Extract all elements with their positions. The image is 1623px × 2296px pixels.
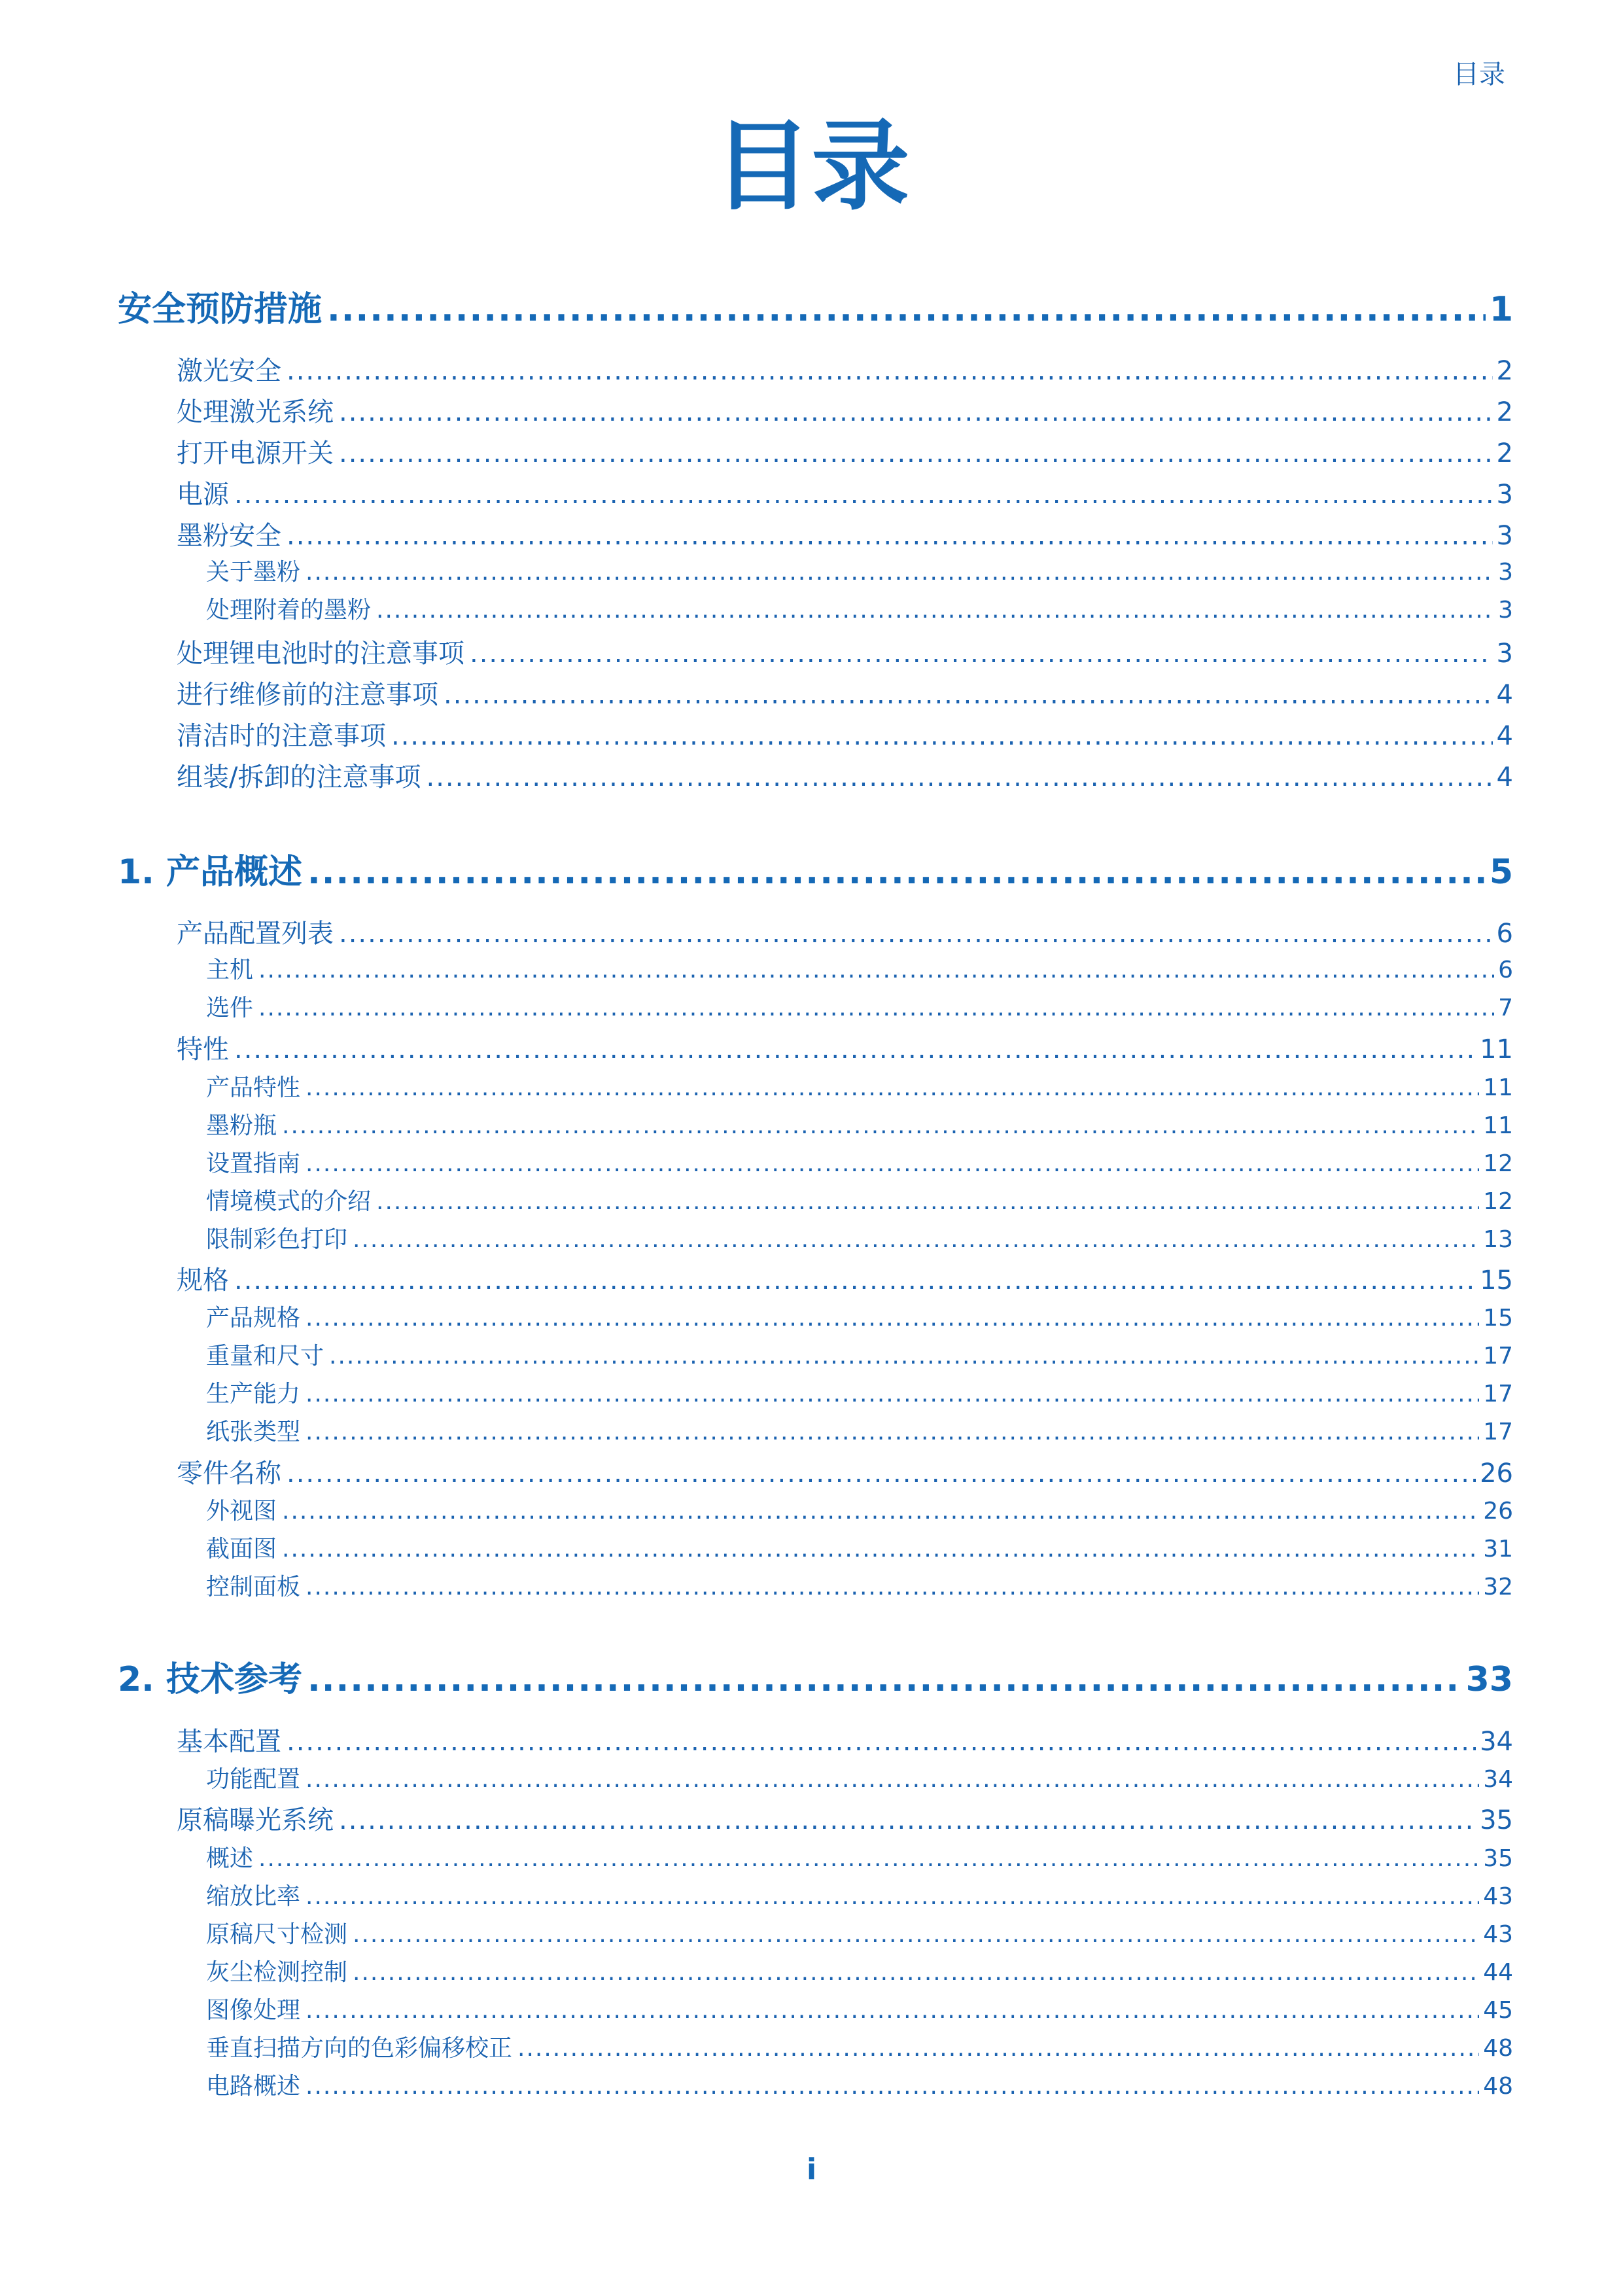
toc-entry[interactable] [206, 1761, 1513, 1794]
toc-entry-label: 主机 [206, 957, 254, 983]
page-title: 目录 [713, 110, 910, 224]
toc-entry-label: 原稿曝光系统 [177, 1805, 334, 1835]
toc-entry-label: 1. 产品概述 [118, 853, 303, 892]
toc-entry[interactable] [206, 1568, 1513, 1602]
dot-leader [305, 1883, 1479, 1910]
toc-entry-label: 电路概述 [206, 2073, 301, 2100]
toc-entry[interactable] [206, 1492, 1513, 1526]
toc-entry-label: 激光安全 [177, 356, 281, 386]
dot-leader [391, 721, 1493, 751]
toc-entry-page: 13 [1483, 1226, 1513, 1253]
dot-leader [287, 1727, 1476, 1757]
toc-entry-label: 基本配置 [177, 1727, 281, 1757]
toc-entry-page: 3 [1498, 597, 1513, 624]
toc-entry-label: 处理激光系统 [177, 397, 334, 427]
dot-leader [287, 1458, 1476, 1489]
dot-leader [353, 1921, 1479, 1948]
toc-entry-page: 12 [1483, 1150, 1513, 1177]
toc-entry[interactable] [206, 1840, 1513, 1873]
toc-entry-label: 产品规格 [206, 1305, 301, 1332]
toc-entry[interactable] [206, 1413, 1513, 1447]
toc-entry-page: 1 [1489, 290, 1513, 329]
toc-entry-page: 31 [1483, 1536, 1513, 1563]
toc-entry[interactable] [206, 1337, 1513, 1371]
dot-leader [307, 853, 1486, 892]
toc-entry-label: 处理锂电池时的注意事项 [177, 639, 464, 669]
toc-entry-page: 11 [1483, 1112, 1513, 1139]
dot-leader [282, 1536, 1479, 1563]
toc-entry[interactable] [206, 951, 1513, 985]
dot-leader [339, 1805, 1476, 1835]
dot-leader [307, 1660, 1462, 1699]
toc-entry-label: 进行维修前的注意事项 [177, 680, 438, 710]
page-number: i [806, 2153, 817, 2186]
toc-entry-label: 2. 技术参考 [118, 1660, 303, 1699]
dot-leader [305, 559, 1494, 586]
toc-entry-label: 生产能力 [206, 1381, 301, 1407]
toc-entry-label: 功能配置 [206, 1766, 301, 1793]
toc-entry[interactable] [177, 350, 1513, 387]
toc-entry[interactable] [177, 756, 1513, 794]
toc-entry-label: 打开电源开关 [177, 438, 334, 468]
toc-entry-label: 产品特性 [206, 1074, 301, 1101]
toc-entry-label: 截面图 [206, 1536, 277, 1563]
toc-entry[interactable] [118, 281, 1513, 330]
toc-entry[interactable] [206, 1069, 1513, 1103]
toc-entry-page: 26 [1483, 1498, 1513, 1525]
dot-leader [234, 480, 1493, 510]
dot-leader [305, 1574, 1479, 1600]
toc-entry-label: 灰尘检测控制 [206, 1959, 348, 1986]
dot-leader [234, 1265, 1476, 1296]
toc-entry-label: 电源 [177, 480, 229, 510]
toc-entry-label: 清洁时的注意事项 [177, 721, 386, 751]
toc-entry-label: 外视图 [206, 1498, 277, 1525]
dot-leader [287, 356, 1493, 386]
toc-entry[interactable] [177, 1260, 1513, 1297]
toc-entry[interactable] [177, 515, 1513, 552]
dot-leader [282, 1112, 1479, 1139]
toc-entry-page: 33 [1465, 1660, 1513, 1699]
dot-leader [258, 995, 1494, 1021]
toc-entry[interactable] [206, 1183, 1513, 1216]
toc-entry-page: 11 [1480, 1034, 1513, 1065]
toc-entry-page: 6 [1496, 919, 1513, 949]
dot-leader [305, 1997, 1479, 2024]
toc-entry[interactable] [206, 1299, 1513, 1333]
dot-leader [305, 1766, 1479, 1793]
toc-entry-page: 17 [1483, 1419, 1513, 1445]
dot-leader [305, 1419, 1479, 1445]
toc-entry-label: 规格 [177, 1265, 229, 1296]
toc-entry[interactable] [118, 844, 1513, 893]
toc-entry[interactable] [206, 1954, 1513, 1987]
toc-entry-page: 4 [1496, 680, 1513, 710]
running-header: 目录 [1453, 60, 1505, 90]
toc-entry-page: 48 [1483, 2035, 1513, 2062]
toc-entry[interactable] [177, 715, 1513, 752]
toc-entry-page: 32 [1483, 1574, 1513, 1600]
toc-entry[interactable] [177, 1453, 1513, 1490]
toc-entry-page: 4 [1496, 762, 1513, 792]
dot-leader [305, 1305, 1479, 1332]
toc-entry[interactable] [177, 474, 1513, 511]
toc-entry[interactable] [206, 554, 1513, 587]
toc-entry[interactable] [206, 2030, 1513, 2063]
dot-leader [234, 1034, 1476, 1065]
toc-entry-label: 限制彩色打印 [206, 1226, 348, 1253]
toc-entry-label: 关于墨粉 [206, 559, 301, 586]
toc-entry-page: 3 [1498, 559, 1513, 586]
toc-entry-page: 11 [1483, 1074, 1513, 1101]
toc-entry[interactable] [177, 674, 1513, 711]
toc-entry-page: 5 [1489, 853, 1513, 892]
toc-entry-label: 纸张类型 [206, 1419, 301, 1445]
toc-entry-page: 6 [1498, 957, 1513, 983]
toc-entry-label: 缩放比率 [206, 1883, 301, 1910]
dot-leader [353, 1226, 1479, 1253]
toc-entry[interactable] [206, 592, 1513, 625]
dot-leader [305, 1381, 1479, 1407]
toc-entry-label: 处理附着的墨粉 [206, 597, 372, 624]
toc-entry-label: 垂直扫描方向的色彩偏移校正 [206, 2035, 513, 2062]
toc-entry-label: 墨粉瓶 [206, 1112, 277, 1139]
toc-entry-page: 34 [1483, 1766, 1513, 1793]
dot-leader [305, 1150, 1479, 1177]
dot-leader [287, 521, 1493, 551]
dot-leader [339, 919, 1493, 949]
dot-leader [353, 1959, 1479, 1986]
toc-entry-label: 墨粉安全 [177, 521, 281, 551]
dot-leader [376, 1188, 1479, 1215]
toc-entry[interactable] [177, 1029, 1513, 1066]
toc-entry-page: 17 [1483, 1381, 1513, 1407]
toc-entry-page: 17 [1483, 1343, 1513, 1369]
toc-entry-page: 3 [1496, 639, 1513, 669]
dot-leader [376, 597, 1494, 624]
toc-entry-page: 2 [1496, 356, 1513, 386]
dot-leader [444, 680, 1493, 710]
toc-entry-page: 26 [1480, 1458, 1513, 1489]
toc-entry-page: 48 [1483, 2073, 1513, 2100]
toc-entry[interactable] [206, 1878, 1513, 1911]
dot-leader [339, 438, 1493, 468]
toc-entry[interactable] [206, 1992, 1513, 2025]
toc-entry-label: 概述 [206, 1845, 254, 1872]
toc-entry-page: 15 [1483, 1305, 1513, 1332]
toc-entry[interactable] [206, 1107, 1513, 1140]
toc-entry-label: 零件名称 [177, 1458, 281, 1489]
toc-entry-page: 2 [1496, 397, 1513, 427]
toc-entry-page: 12 [1483, 1188, 1513, 1215]
toc-entry-page: 34 [1480, 1727, 1513, 1757]
dot-leader [305, 2073, 1479, 2100]
toc-entry[interactable] [206, 2068, 1513, 2101]
dot-leader [339, 397, 1493, 427]
toc-entry-label: 安全预防措施 [118, 290, 323, 329]
toc-entry-label: 设置指南 [206, 1150, 301, 1177]
toc-entry[interactable] [177, 913, 1513, 950]
toc-entry-page: 2 [1496, 438, 1513, 468]
toc-entry-label: 产品配置列表 [177, 919, 334, 949]
toc-entry[interactable] [177, 633, 1513, 670]
toc-entry[interactable] [206, 989, 1513, 1023]
toc-entry[interactable] [177, 391, 1513, 429]
toc-entry[interactable] [206, 1916, 1513, 1949]
toc-entry-page: 3 [1496, 521, 1513, 551]
toc-entry-page: 3 [1496, 480, 1513, 510]
toc-entry-label: 图像处理 [206, 1997, 301, 2024]
toc-entry[interactable] [177, 1721, 1513, 1758]
toc-entry-label: 原稿尺寸检测 [206, 1921, 348, 1948]
dot-leader [426, 762, 1492, 792]
toc-entry-page: 7 [1498, 995, 1513, 1021]
toc-entry-page: 35 [1483, 1845, 1513, 1872]
toc-entry[interactable] [206, 1145, 1513, 1178]
dot-leader [327, 290, 1486, 329]
toc-entry[interactable] [177, 433, 1513, 470]
dot-leader [305, 1074, 1479, 1101]
dot-leader [470, 639, 1493, 669]
toc-entry-page: 43 [1483, 1921, 1513, 1948]
dot-leader [517, 2035, 1479, 2062]
toc-entry-label: 选件 [206, 995, 254, 1021]
toc-entry[interactable] [206, 1530, 1513, 1564]
toc-entry-label: 控制面板 [206, 1574, 301, 1600]
toc-entry[interactable] [206, 1375, 1513, 1409]
toc-entry[interactable] [177, 1799, 1513, 1837]
dot-leader [282, 1498, 1479, 1525]
toc-entry-page: 4 [1496, 721, 1513, 751]
toc-entry-page: 15 [1480, 1265, 1513, 1296]
toc-entry-page: 44 [1483, 1959, 1513, 1986]
toc-entry-label: 重量和尺寸 [206, 1343, 324, 1369]
toc-entry-page: 43 [1483, 1883, 1513, 1910]
toc-entry-label: 情境模式的介绍 [206, 1188, 372, 1215]
dot-leader [258, 957, 1494, 983]
toc-entry-label: 组装/拆卸的注意事项 [177, 762, 421, 792]
toc-entry-page: 35 [1480, 1805, 1513, 1835]
dot-leader [258, 1845, 1479, 1872]
toc-entry-page: 45 [1483, 1997, 1513, 2024]
toc-entry[interactable] [206, 1221, 1513, 1254]
toc-entry-label: 特性 [177, 1034, 229, 1065]
toc-entry[interactable] [118, 1651, 1513, 1701]
dot-leader [329, 1343, 1479, 1369]
